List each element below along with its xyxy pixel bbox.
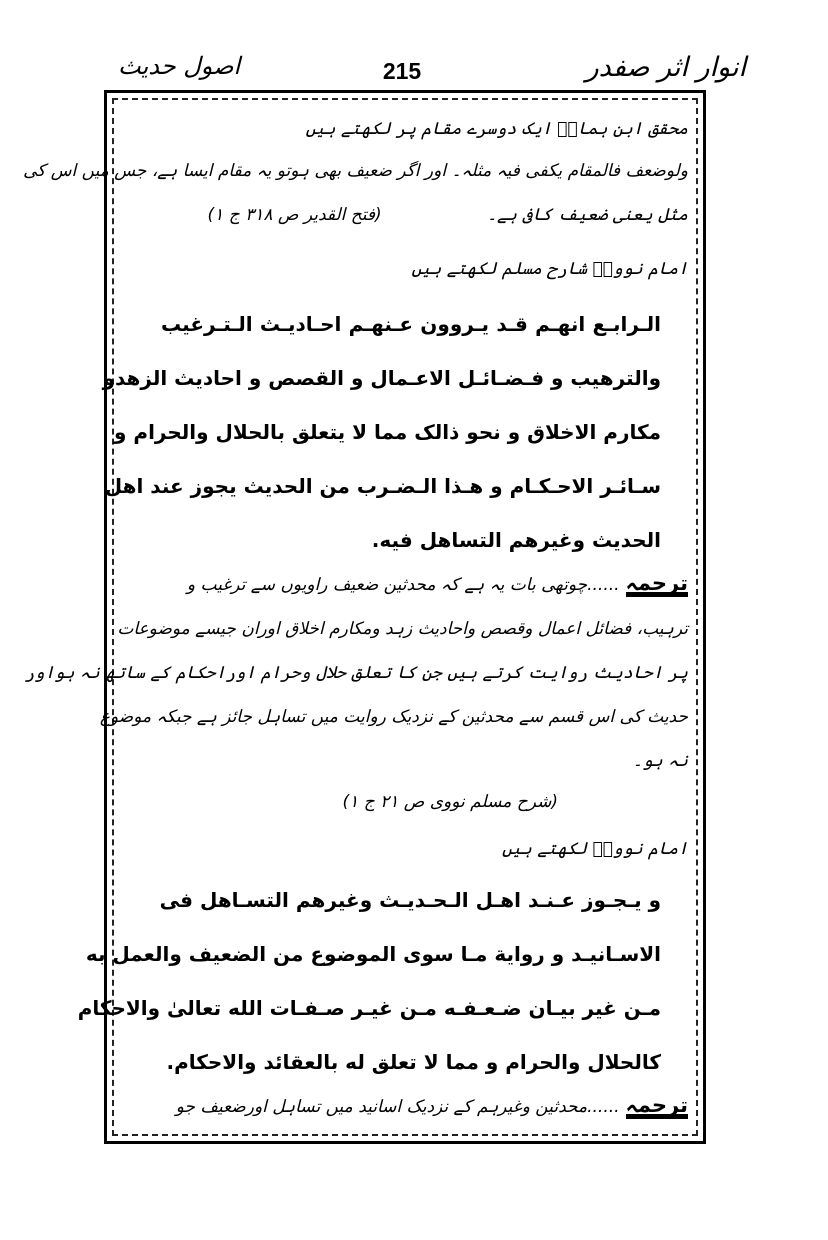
translation-label: ترجمہ bbox=[625, 571, 688, 595]
arabic-quote-line: والترهيب و فـضـائـل الاعـمال و القصص و احاديث الزهدو bbox=[102, 366, 661, 390]
page-border-inner bbox=[23, 98, 698, 1136]
text-span: مثل یعنی ضعیف کافی ہے۔ bbox=[487, 205, 688, 225]
arabic-quote-line: كالحلال والحرام و مما لا تعلق له بالعقائد والاحكام. bbox=[166, 1050, 661, 1074]
arabic-quote-line: مكارم الاخلاق و نحو ذالک مما لا يتعلق بالحلال والحرام و bbox=[114, 420, 661, 444]
translation-line: نہ ہو۔ bbox=[632, 751, 688, 771]
citation: (شرح مسلم نووی ص ۲۱ ج ۱) bbox=[342, 792, 558, 812]
intro-line: امام نوویؒ لکھتے ہیں bbox=[501, 839, 688, 859]
translation-line: پر احادیث روایت کرتے ہیں جن کا تعلق حلال وحرام اوراحکام کے ساتھ نہ ہواور bbox=[24, 663, 688, 683]
translation-text: ......چوتھی بات یہ ہے کہ محدثین ضعیف راویوں سے ترغیب و bbox=[186, 575, 620, 595]
translation-line: ترہیب، فضائل اعمال وقصص واحادیث زہد ومکارم اخلاق اوران جیسے موضوعات bbox=[117, 619, 688, 639]
arabic-quote-line: و يـجـوز عـنـد اهـل الـحـديـث وغيرهم التسـاهل فى bbox=[159, 888, 661, 912]
intro-line: امام نوویؒ شارح مسلم لکھتے ہیں bbox=[411, 259, 688, 279]
chapter-title: اصول حدیث bbox=[118, 52, 241, 80]
translation-label: ترجمہ bbox=[625, 1093, 688, 1117]
arabic-quote-line: الاسـانيـد و رواية مـا سوى الموضوع من الضعيف والعمل به bbox=[85, 942, 661, 966]
arabic-quote-line: الحديث وغيرهم التساهل فيه. bbox=[371, 528, 661, 552]
quote-translation-line: ولوضعف فالمقام یکفی فیہ مثلہ۔ اور اگر ضعیف بھی ہوتو یہ مقام ایسا ہے، جس میں اس کی bbox=[23, 161, 688, 181]
translation-line bbox=[175, 1093, 688, 1119]
arabic-quote-line: الـرابـع انهـم قـد يـروون عـنهـم احـاديـث الـتـرغيب bbox=[161, 312, 661, 336]
page-number: 215 bbox=[382, 58, 422, 84]
book-title: انوار اثر صفدر bbox=[585, 52, 746, 83]
translation-text: ......محدثین وغیرہم کے نزدیک اسانید میں تساہل اورضعیف جو bbox=[175, 1097, 620, 1117]
citation: (فتح القدیر ص ۳۱۸ ج ۱) bbox=[207, 205, 382, 225]
text-line bbox=[208, 204, 688, 225]
translation-line: حدیث کی اس قسم سے محدثین کے نزدیک روایت میں تساہل جائز ہے جبکہ موضوع bbox=[99, 707, 688, 727]
arabic-quote-line: مـن غير بيـان ضـعـفـه مـن غيـر صـفـات الله تعالىٰ والاحكام bbox=[77, 996, 661, 1020]
arabic-quote-line: سـائـر الاحـكـام و هـذا الـضـرب من الحديث يجوز عند اهل bbox=[104, 474, 661, 498]
intro-line: محقق ابن ہمامؒ ایک دوسرے مقام پر لکھتے ہیں bbox=[305, 119, 688, 139]
translation-line bbox=[186, 571, 688, 597]
